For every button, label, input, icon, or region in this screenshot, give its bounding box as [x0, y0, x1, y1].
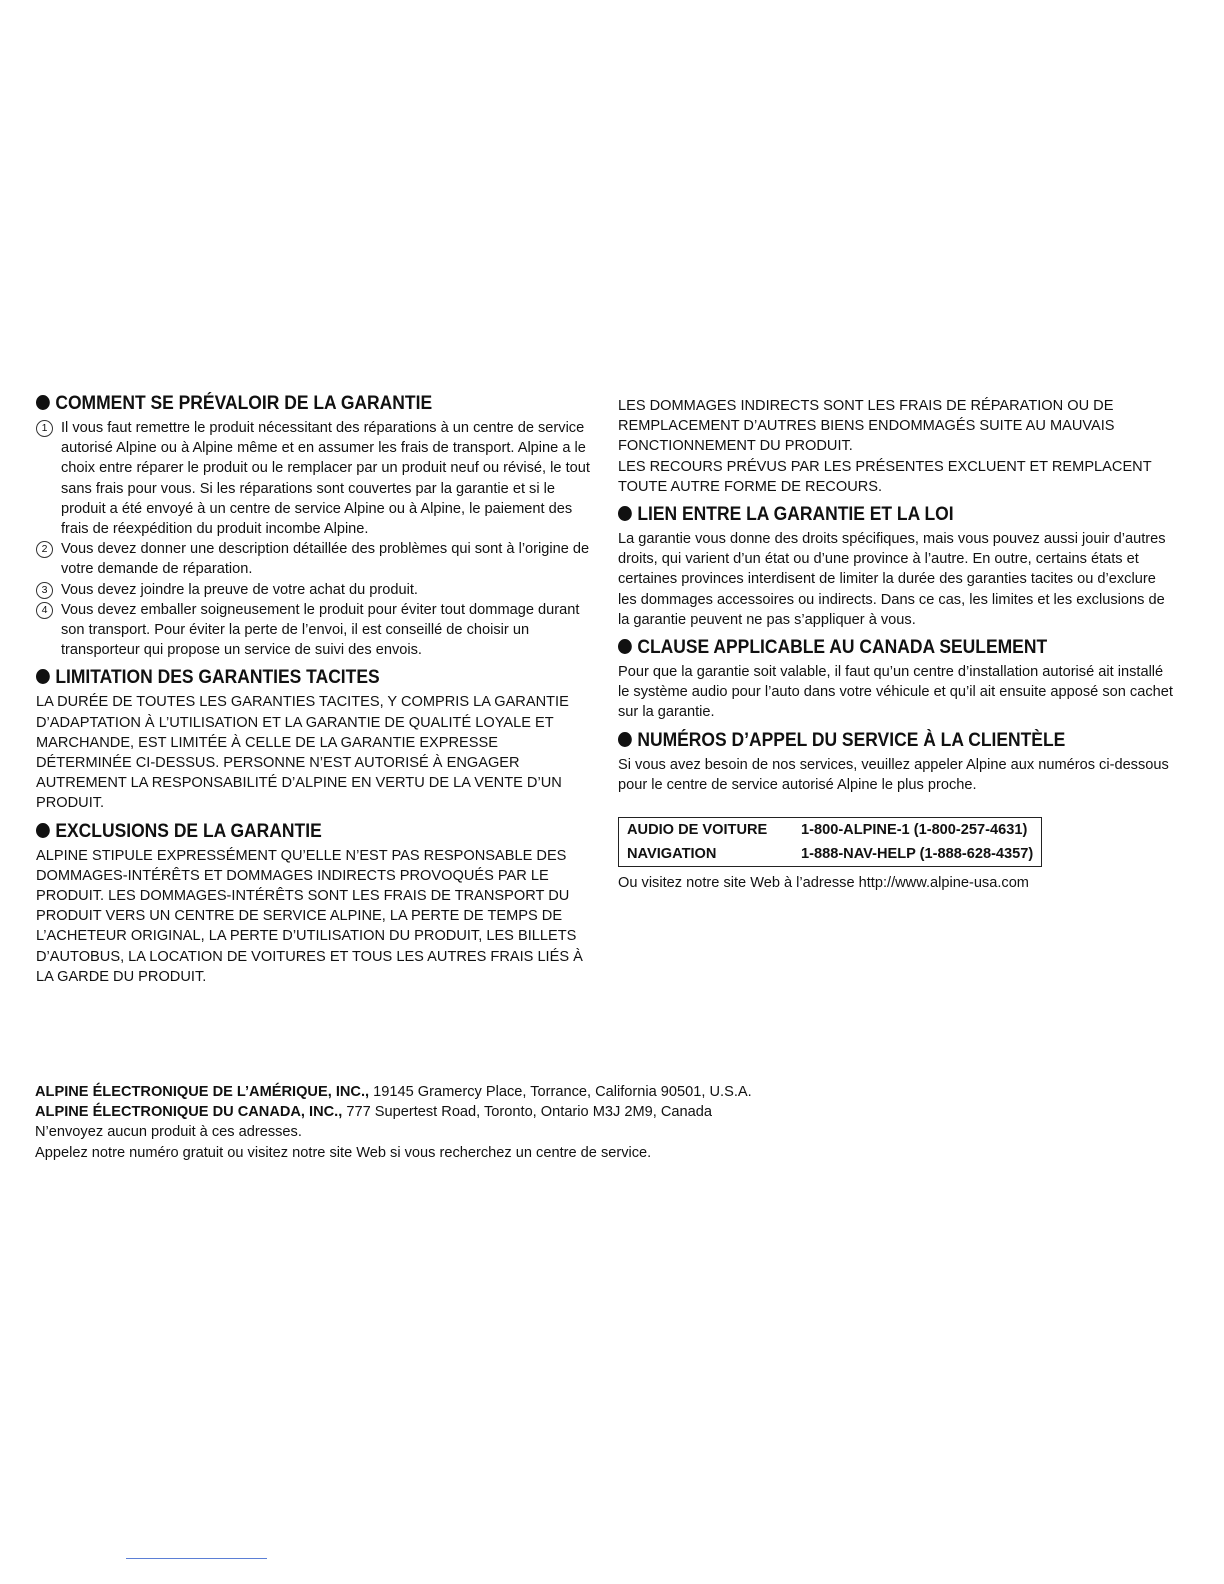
list-item: 2 Vous devez donner une description détaillée des problèmes qui sont à l’origine de votre demande de réparation. — [36, 539, 592, 579]
section-heading: LIEN ENTRE LA GARANTIE ET LA LOI — [618, 503, 1133, 527]
list-item: 4 Vous devez emballer soigneusement le produit pour éviter tout dommage durant son transport. Pour éviter la perte de l’envoi, il est conseillé de choisir un transporteur qui propose un service de suivi des envois. — [36, 600, 592, 661]
phone-category: NAVIGATION — [627, 846, 717, 863]
section-heading: NUMÉROS D’APPEL DU SERVICE À LA CLIENTÈLE — [618, 729, 1133, 753]
section-body: ALPINE STIPULE EXPRESSÉMENT QU’ELLE N’EST PAS RESPONSABLE DES DOMMAGES-INTÉRÊTS ET DOMMAGES INDIRECTS PROVOQUÉS PAR LE PRODUIT. LES DOMMAGES-INTÉRÊTS SONT LES FRAIS DE TRANSPORT DU PRODUIT VERS UN CENTRE DE SERVICE ALPINE, LA PERTE DE TEMPS DE L’ACHETEUR ORIGINAL, LA PERTE D’UTILISATION DU PRODUIT, LES BILLETS D’AUTOBUS, LA LOCATION DE VOITURES ET TOUS LES AUTRES FRAIS LIÉS À LA GARDE DU PRODUIT. — [36, 847, 583, 985]
circled-number-icon: 1 — [36, 420, 53, 437]
footer-note: N’envoyez aucun produit à ces adresses. — [35, 1124, 302, 1141]
divider-line — [126, 1558, 267, 1559]
circled-number-icon: 4 — [36, 602, 53, 619]
bullet-icon — [618, 639, 632, 654]
footer-addresses — [35, 1082, 1185, 1163]
bullet-icon — [36, 823, 50, 838]
list-item: 1 Il vous faut remettre le produit nécessitant des réparations à un centre de service autorisé Alpine ou à Alpine même et en assumer les frais de transport. Alpine a le choix entre réparer le produit ou le remplacer par un produit neuf ou révisé, le tout sans frais pour vous. Si les réparations sont couvertes par la garantie et si le produit a été envoyé à un centre de service Alpine ou à Alpine, le paiement des frais de réexpédition du produit incombe Alpine. — [36, 418, 592, 539]
list-item: 3 Vous devez joindre la preuve de votre achat du produit. — [36, 580, 592, 600]
paragraph: LES DOMMAGES INDIRECTS SONT LES FRAIS DE RÉPARATION OU DE REMPLACEMENT D’AUTRES BIENS ENDOMMAGÉS SUITE AU MAUVAIS FONCTIONNEMENT DU PRODUIT. — [618, 398, 1115, 455]
table-row — [619, 818, 1042, 843]
address-canada: ALPINE ÉLECTRONIQUE DU CANADA, INC., 777 Supertest Road, Toronto, Ontario M3J 2M9, Canada — [35, 1104, 712, 1121]
bullet-icon — [618, 506, 632, 521]
section-heading: EXCLUSIONS DE LA GARANTIE — [36, 820, 548, 844]
phone-category: AUDIO DE VOITURE — [627, 822, 768, 839]
section-body: Si vous avez besoin de nos services, veuillez appeler Alpine aux numéros ci-dessous pour le centre de service autorisé Alpine le plus proche. — [618, 756, 1169, 793]
bullet-icon — [36, 669, 50, 684]
phone-number: 1-800-ALPINE-1 (1-800-257-4631) — [801, 822, 1028, 839]
section-body: La garantie vous donne des droits spécifiques, mais vous pouvez aussi jouir d’autres droits, qui varient d’un état ou d’une province à l’autre. En outre, certains états et certaines provinces interdisent de limiter la durée des garanties tacites ou d’exclure les dommages accessoires ou indirects. Dans ce cas, les limites et les exclusions de la garantie peuvent ne pas s’appliquer à vous. — [618, 531, 1166, 628]
address-usa: ALPINE ÉLECTRONIQUE DE L’AMÉRIQUE, INC., 19145 Gramercy Place, Torrance, California 90501, U.S.A. — [35, 1084, 752, 1100]
circled-number-icon: 2 — [36, 541, 53, 558]
section-canada-clause — [618, 636, 1178, 723]
section-warranty-and-law — [618, 503, 1178, 630]
section-exclusions — [36, 820, 592, 987]
section-how-to-claim — [36, 392, 592, 660]
company-name: ALPINE ÉLECTRONIQUE DU CANADA, INC., — [35, 1104, 343, 1121]
bullet-icon — [36, 395, 50, 410]
website-line: Ou visitez notre site Web à l’adresse http://www.alpine-usa.com — [618, 875, 1029, 892]
section-indirect-damages — [618, 396, 1178, 497]
paragraph: LES RECOURS PRÉVUS PAR LES PRÉSENTES EXCLUENT ET REMPLACENT TOUTE AUTRE FORME DE RECOURS. — [618, 458, 1152, 495]
section-body: Pour que la garantie soit valable, il faut qu’un centre d’installation autorisé ait installé le système audio pour l’auto dans votre véhicule et qu’il ait ensuite apposé son cachet sur la garantie. — [618, 664, 1173, 721]
section-customer-service — [618, 729, 1178, 894]
right-column — [618, 396, 1178, 899]
section-heading: COMMENT SE PRÉVALOIR DE LA GARANTIE — [36, 392, 548, 416]
phone-number: 1-888-NAV-HELP (1-888-628-4357) — [801, 846, 1034, 863]
company-name: ALPINE ÉLECTRONIQUE DE L’AMÉRIQUE, INC., — [35, 1084, 370, 1100]
phone-table — [618, 817, 1042, 867]
section-heading: CLAUSE APPLICABLE AU CANADA SEULEMENT — [618, 636, 1133, 660]
footer-note: Appelez notre numéro gratuit ou visitez notre site Web si vous recherchez un centre de service. — [35, 1144, 652, 1161]
claim-steps-list — [36, 418, 592, 660]
section-heading: LIMITATION DES GARANTIES TACITES — [36, 666, 548, 690]
circled-number-icon: 3 — [36, 582, 53, 599]
section-implied-warranty-limits — [36, 666, 592, 813]
bullet-icon — [618, 732, 632, 747]
section-body: LA DURÉE DE TOUTES LES GARANTIES TACITES, Y COMPRIS LA GARANTIE D’ADAPTATION À L’UTILISATION ET LA GARANTIE DE QUALITÉ LOYALE ET MARCHANDE, EST LIMITÉE À CELLE DE LA GARANTIE EXPRESSE DÉTERMINÉE CI-DESSUS. PERSONNE N’EST AUTORISÉ À ENGAGER AUTREMENT LA RESPONSABILITÉ D’ALPINE EN VERTU DE LA VENTE D’UN PRODUIT. — [36, 694, 569, 812]
table-row — [619, 842, 1042, 867]
left-column — [36, 392, 592, 993]
